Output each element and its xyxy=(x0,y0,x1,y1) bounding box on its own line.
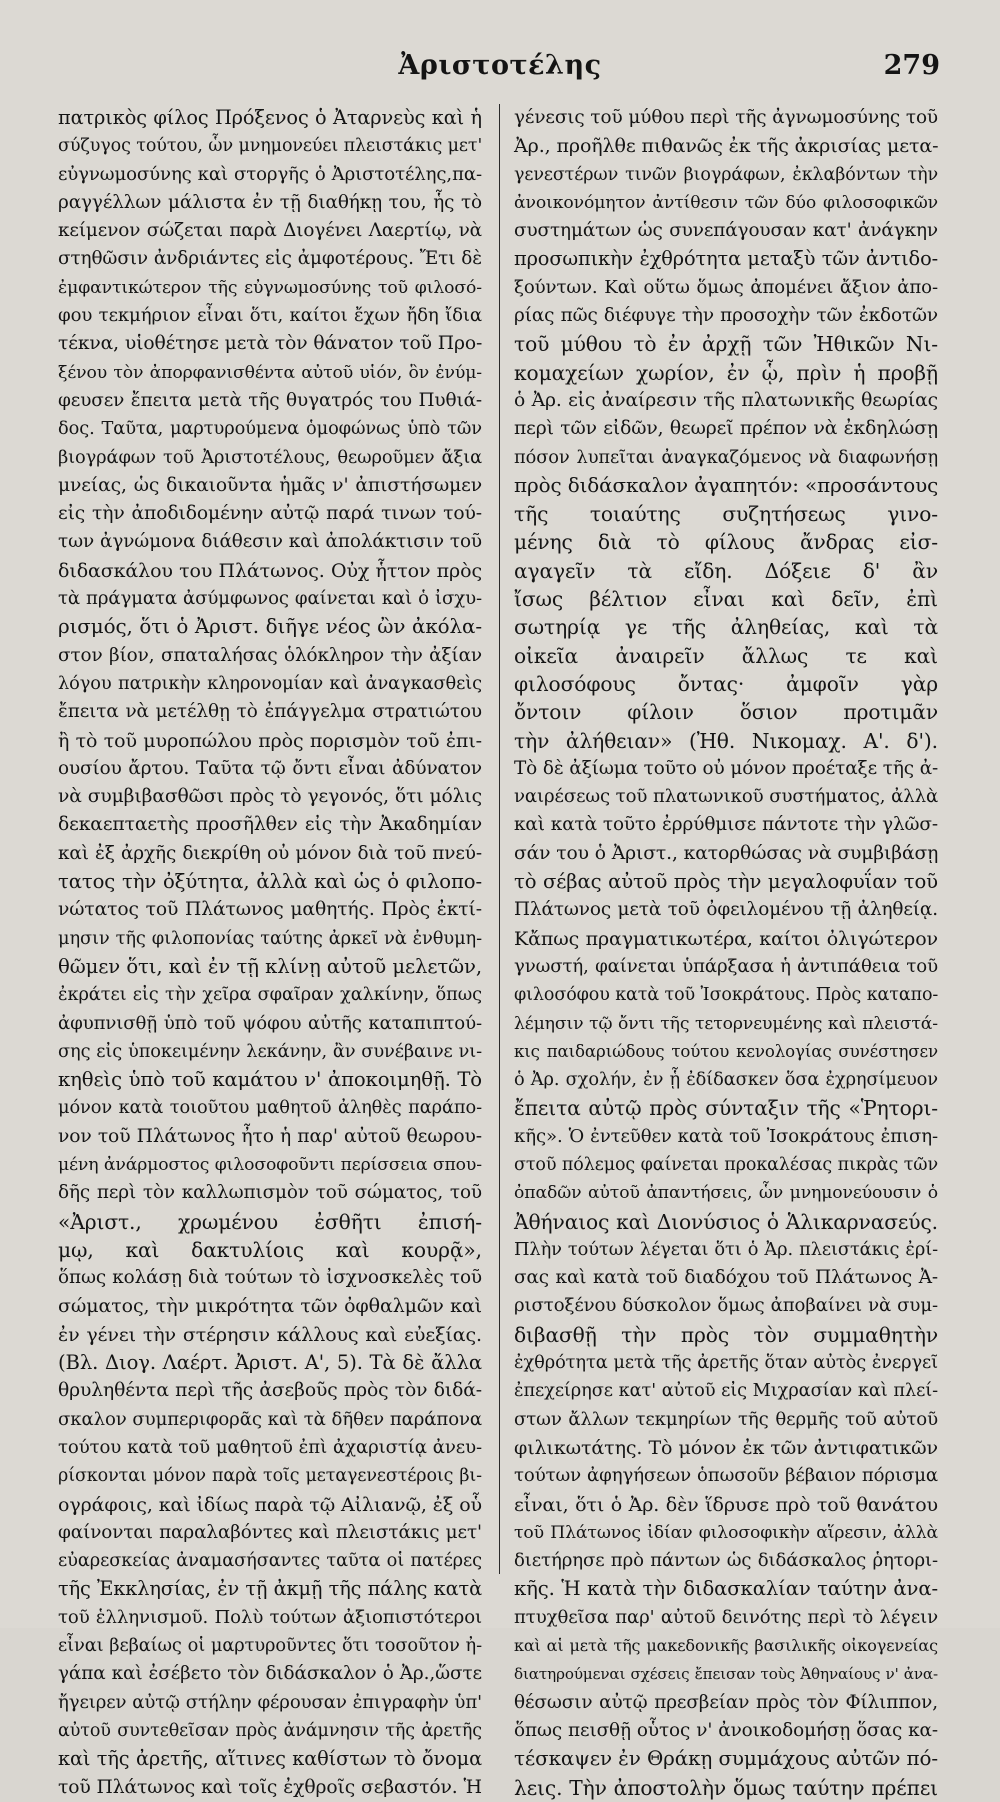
text-line: (Βλ. Διογ. Λαέρτ. Ἀριστ. Α', 5). Τὰ δὲ ἄλλα xyxy=(58,1351,482,1375)
text-line: Πλάτωνος μετὰ τοῦ ὀφειλομένου τῇ ἀληθείᾳ. xyxy=(514,899,938,921)
text-line: κείμενον σώζεται παρὰ Διογένει Λαερτίῳ, νὰ xyxy=(58,220,482,242)
text-line: λέμησιν τῷ ὄντι τῆς τετορνευμένης καὶ πλειστά- xyxy=(514,1013,938,1034)
text-line: νώτατος τοῦ Πλάτωνος μαθητής. Πρὸς ἐκτί- xyxy=(58,899,482,921)
text-columns xyxy=(58,104,939,1800)
text-line: ρίσκονται μόνον παρὰ τοῖς μεταγενεστέροις βι- xyxy=(58,1466,482,1487)
text-line: ἀνοικονόμητον ἀντίθεσιν τῶν δύο φιλοσοφικῶν xyxy=(514,192,938,213)
text-line: λεις. Τὴν ἀποστολὴν ὅμως ταύτην πρέπει xyxy=(514,1775,938,1800)
text-line: ογράφοις, καὶ ἰδίως παρὰ τῷ Αἰλιανῷ, ἐξ οὗ xyxy=(58,1493,482,1516)
text-line: φαίνονται παραλαβόντες καὶ πλειστάκις μετ' xyxy=(58,1521,482,1543)
page-number: 279 xyxy=(883,50,940,81)
text-line: ἐκράτει εἰς τὴν χεῖρα σφαῖραν χαλκίνην, ὅπως xyxy=(58,984,482,1006)
text-line: στων ἄλλων τεκμηρίων τῆς θερμῆς τοῦ αὐτοῦ xyxy=(514,1408,938,1430)
text-line: φιλοσόφους ὄντας· ἀμφοῖν γὰρ xyxy=(514,671,938,696)
text-line: ἔπειτα νὰ μετέλθῃ τὸ ἐπάγγελμα στρατιώτου xyxy=(58,701,482,723)
running-title: Ἀριστοτέλης xyxy=(398,50,602,81)
text-line: στηθῶσιν ἀνδριάντες εἰς ἀμφοτέρους. Ἔτι δὲ xyxy=(58,248,482,270)
text-line: διετήρησε πρὸ πάντων ὡς διδάσκαλος ῥητορι- xyxy=(514,1550,938,1572)
text-line: τοῦ Πλάτωνος ἰδίαν φιλοσοφικὴν αἵρεσιν, ἀλλὰ xyxy=(514,1522,938,1543)
text-line: ἐμφαντικώτερον τῆς εὐγνωμοσύνης τοῦ φιλοσό- xyxy=(58,277,482,298)
text-line: μνείας, ὡς δικαιοῦντα ἡμᾶς ν' ἀπιστήσωμεν xyxy=(58,474,482,496)
text-line: κῆς». Ὁ ἐντεῦθεν κατὰ τοῦ Ἰσοκράτους ἐπιση- xyxy=(514,1125,938,1147)
text-line: εἶναι βεβαίως οἱ μαρτυροῦντες ὅτι τοσοῦτον ἠ- xyxy=(58,1635,482,1657)
text-line: τοῦ Πλάτωνος καὶ τοῖς ἐχθροῖς σεβαστόν. Ἡ xyxy=(58,1776,482,1798)
text-line: Κἄπως πραγματικωτέρα, καίτοι ὀλιγώτερον xyxy=(514,927,938,950)
text-line: ὅπως πεισθῇ οὗτος ν' ἀνοικοδομήσῃ ὅσας κα- xyxy=(514,1719,938,1741)
text-line: εἶναι, ὅτι ὁ Ἀρ. δὲν ἵδρυσε πρὸ τοῦ θανάτου xyxy=(514,1493,938,1516)
text-line: σώματος, τὴν μικρότητα τῶν ὀφθαλμῶν καὶ xyxy=(58,1295,482,1318)
text-line: στοῦ πόλεμος φαίνεται προκαλέσας πικρὰς τῶν xyxy=(514,1154,938,1175)
text-line: μῳ, καὶ δακτυλίοις καὶ κουρᾷ», xyxy=(58,1237,482,1262)
text-line: τούτων ἀφηγήσεων ὁπωσοῦν βέβαιον πόρισμα xyxy=(514,1465,938,1487)
text-line: εὐαρεσκείας ἀναμασήσαντες ταῦτα οἱ πατέρες xyxy=(58,1550,482,1572)
text-line: ρισμός, ὅτι ὁ Ἀριστ. διῆγε νέος ὢν ἀκόλα- xyxy=(58,615,482,639)
text-line: τούτου κατὰ τοῦ μαθητοῦ ἐπὶ ἀχαριστίᾳ ἀνευ- xyxy=(58,1436,482,1458)
text-line: διατηρούμεναι σχέσεις ἔπεισαν τοὺς Ἀθηναίους ν' ἀνα- xyxy=(514,1665,938,1684)
text-line: φιλοσόφου κατὰ τοῦ Ἰσοκράτους. Πρὸς καταπο- xyxy=(514,985,939,1006)
text-line: ναιρέσεως τοῦ πλατωνικοῦ συστήματος, ἀλλὰ xyxy=(514,786,939,808)
text-line: τὸ σέβας αὐτοῦ πρὸς τὴν μεγαλοφυΐαν τοῦ xyxy=(514,870,938,894)
text-line: τὰ πράγματα ἀσύμφωνος φαίνεται καὶ ὁ ἰσχυ- xyxy=(58,588,482,610)
text-line: ουσίου ἄρτου. Ταῦτα τῷ ὄντι εἶναι ἀδύνατον xyxy=(58,757,482,779)
text-line: δῆς περὶ τὸν καλλωπισμὸν τοῦ σώματος, τοῦ xyxy=(58,1182,482,1204)
text-line: σης εἰς ὑποκειμένην λεκάνην, ἂν συνέβαινε νι- xyxy=(58,1040,482,1062)
text-line: ὁ Ἀρ. εἰς ἀναίρεσιν τῆς πλατωνικῆς θεωρίας xyxy=(514,389,938,411)
text-line: προσωπικὴν ἐχθρότητα μεταξὺ τῶν ἀντιδο- xyxy=(514,247,938,271)
text-line: εἰς τὴν ἀποδιδομένην αὐτῷ παρά τινων τού- xyxy=(58,503,482,525)
text-line: διβασθῇ τὴν πρὸς τὸν συμμαθητὴν xyxy=(514,1322,938,1347)
text-line: δος. Ταῦτα, μαρτυρούμενα ὁμοφώνως ὑπὸ τῶν xyxy=(58,418,482,440)
text-line: πατρικὸς φίλος Πρόξενος ὁ Ἀταρνεὺς καὶ ἡ xyxy=(58,106,482,129)
left-column xyxy=(58,104,483,1798)
text-line: μένη ἀνάρμοστος φιλοσοφοῦντι περίσσεια σπου- xyxy=(58,1154,482,1175)
text-line: ραγγέλλων μάλιστα ἐν τῇ διαθήκῃ του, ἧς τὸ xyxy=(58,191,482,213)
text-line: ριστοξένου δύσκολον ὅμως ἀποβαίνει νὰ συμ- xyxy=(514,1295,938,1317)
text-line: τὴν ἀλήθειαν» (Ἠθ. Νικομαχ. Α'. δ'). xyxy=(514,728,938,753)
text-line: Ἀθήναιος καὶ Διονύσιος ὁ Ἁλικαρνασεύς. xyxy=(514,1209,938,1234)
text-line: πόσον λυπεῖται ἀναγκαζόμενος νὰ διαφωνήσῃ xyxy=(514,446,938,468)
text-line: γενεστέρων τινῶν βιογράφων, ἐκλαβόντων τὴν xyxy=(514,164,938,185)
text-line: ἐπεχείρησε κατ' αὐτοῦ εἰς Μιχρασίαν καὶ πλεί- xyxy=(514,1380,938,1402)
text-line: ξούντων. Καὶ οὕτω ὅμως ἀπομένει ἄξιον ἀπο- xyxy=(514,276,938,298)
text-line: ὁ Ἀρ. σχολήν, ἐν ᾗ ἐδίδασκεν ὅσα ἐχρησίμευον xyxy=(514,1069,938,1091)
text-line: ἤγειρεν αὐτῷ στήλην φέρουσαν ἐπιγραφὴν ὑπ' xyxy=(58,1691,482,1713)
text-line: Πλὴν τούτων λέγεται ὅτι ὁ Ἀρ. πλειστάκις ἐρί- xyxy=(514,1238,938,1260)
right-column xyxy=(514,104,939,1800)
text-line: λόγου πατρικὴν κληρονομίαν καὶ ἀναγκασθεὶς xyxy=(58,672,482,694)
text-line: τέσκαψεν ἐν Θράκῃ συμμάχους αὐτῶν πό- xyxy=(514,1747,939,1771)
text-line: ἐν γένει τὴν στέρησιν κάλλους καὶ εὐεξίας. xyxy=(58,1323,482,1346)
text-line: τατος τὴν ὀξύτητα, ἀλλὰ καὶ ὡς ὁ φιλοπο- xyxy=(58,870,482,894)
text-line: γάπα καὶ ἐσέβετο τὸν διδάσκαλον ὁ Ἀρ.,ὥστε xyxy=(58,1663,482,1685)
text-line: θρυληθέντα περὶ τῆς ἀσεβοῦς πρὸς τὸν διδά- xyxy=(58,1380,482,1402)
text-line: ἢ τὸ τοῦ μυροπώλου πρὸς πορισμὸν τοῦ ἐπι- xyxy=(58,729,482,752)
text-line: κῆς. Ἡ κατὰ τὴν διδασκαλίαν ταύτην ἀνα- xyxy=(514,1577,938,1601)
text-line: ρίας πῶς διέφυγε τὴν προσοχὴν τῶν ἐκδοτῶν xyxy=(514,305,938,327)
text-line: διδασκάλου του Πλάτωνος. Οὐχ ἧττον πρὸς xyxy=(58,559,482,582)
text-line: θῶμεν ὅτι, καὶ ἐν τῇ κλίνῃ αὐτοῦ μελετῶν, xyxy=(58,954,482,978)
text-line: μόνον κατὰ τοιοῦτου μαθητοῦ ἀληθὲς παράπο- xyxy=(58,1097,482,1119)
text-line: τῆς Ἐκκλησίας, ἐν τῇ ἀκμῇ τῆς πάλης κατὰ xyxy=(58,1577,482,1601)
text-line: σκαλον συμπεριφορᾶς καὶ τὰ δῆθεν παράπονα xyxy=(58,1408,482,1430)
text-line: βιογράφων τοῦ Ἀριστοτέλους, θεωροῦμεν ἄξια xyxy=(58,446,482,468)
text-line: νον τοῦ Πλάτωνος ἦτο ἡ παρ' αὐτοῦ θεωρου- xyxy=(58,1125,482,1147)
text-line: φου τεκμήριον εἶναι ὅτι, καίτοι ἔχων ἤδη ἴδια xyxy=(58,305,482,327)
text-line: καὶ ἐξ ἀρχῆς διεκρίθη οὐ μόνον διὰ τοῦ πνεύ- xyxy=(58,842,482,864)
text-line: σας καὶ κατὰ τοῦ διαδόχου τοῦ Πλάτωνος Ἀ- xyxy=(514,1267,938,1289)
text-line: ξένου τὸν ἀπορφανισθέντα αὐτοῦ υἱόν, ὃν ἐνύμ- xyxy=(58,362,482,383)
text-line: κομαχείων χωρίον, ἐν ᾧ, πρὶν ἡ προβῇ xyxy=(514,360,938,385)
text-line: συστημάτων ὡς συνεπάγουσαν κατ' ἀνάγκην xyxy=(514,220,938,242)
text-line: γνωστή, φαίνεται ὑπάρξασα ἡ ἀντιπάθεια τοῦ xyxy=(514,955,938,977)
text-line: μένης διὰ τὸ φίλους ἄνδρας εἰσ- xyxy=(514,530,938,555)
text-line: αὐτοῦ συντεθεῖσαν πρὸς ἀνάμνησιν τῆς ἀρετῆς xyxy=(58,1720,482,1741)
text-line: αγαγεῖν τὰ εἴδη. Δόξειε δ' ἂν xyxy=(514,558,938,583)
text-line: νὰ συμβιβασθῶσι πρὸς τὸ γεγονός, ὅτι μόλις xyxy=(58,786,482,808)
text-line: ὅπως κολάσῃ διὰ τούτων τὸ ἰσχνοσκελὲς τοῦ xyxy=(58,1267,482,1289)
text-line: θέσωσιν αὐτῷ πρεσβείαν πρὸς τὸν Φίλιππον, xyxy=(514,1691,938,1713)
text-line: φιλικωτάτης. Τὸ μόνον ἐκ τῶν ἀντιφατικῶν xyxy=(514,1436,938,1459)
text-line: γένεσις τοῦ μύθου περὶ τῆς ἀγνωμοσύνης τοῦ xyxy=(514,107,938,128)
text-line: «Ἀριστ., χρωμένου ἐσθῆτι ἐπισή- xyxy=(58,1209,482,1234)
text-line: δεκαεπταετὴς προσῆλθεν εἰς τὴν Ἀκαδημίαν xyxy=(58,814,482,836)
text-line: σωτηρίᾳ γε τῆς ἀληθείας, καὶ τὰ xyxy=(514,615,938,640)
text-line: ἴσως βέλτιον εἶναι καὶ δεῖν, ἐπὶ xyxy=(514,587,938,612)
text-line: Τὸ δὲ ἀξίωμα τοῦτο οὐ μόνον προέταξε τῆς ἀ- xyxy=(514,757,939,779)
text-line: ὀπαδῶν αὐτοῦ ἀπαντήσεις, ὧν μνημονεύουσιν ὁ xyxy=(514,1183,938,1204)
text-line: τέκνα, υἱοθέτησε μετὰ τὸν θάνατον τοῦ Προ- xyxy=(58,333,483,355)
text-line: τοῦ ἑλληνισμοῦ. Πολὺ τούτων ἀξιοπιστότεροι xyxy=(58,1606,482,1628)
text-line: τῆς τοιαύτης συζητήσεως γινο- xyxy=(514,502,938,527)
text-line: μησιν τῆς φιλοπονίας ταύτης ἀρκεῖ νὰ ἐνθυμη- xyxy=(58,927,482,949)
text-line: ὄντοιν φίλοιν ὅσιον προτιμᾶν xyxy=(514,700,938,725)
text-line: καὶ τῆς ἀρετῆς, αἵτινες καθίστων τὸ ὄνομα xyxy=(58,1747,482,1771)
text-line: τοῦ μύθου τὸ ἐν ἀρχῇ τῶν Ἠθικῶν Νι- xyxy=(514,332,938,357)
text-line: κηθεὶς ὑπὸ τοῦ καμάτου ν' ἀποκοιμηθῇ. Τὸ xyxy=(58,1068,482,1092)
text-line: πτυχθεῖσα παρ' αὐτοῦ δεινότης περὶ τὸ λέγειν xyxy=(514,1606,938,1628)
text-line: ἐχθρότητα μετὰ τῆς ἀρετῆς ὅταν αὐτὸς ἐνεργεῖ xyxy=(514,1352,938,1374)
text-line: ἔπειτα αὐτῷ πρὸς σύνταξιν τῆς «Ῥητορι- xyxy=(514,1096,938,1121)
text-line: φευσεν ἔπειτα μετὰ τῆς θυγατρός του Πυθιά- xyxy=(58,389,482,411)
text-line: εὐγνωμοσύνης καὶ στοργῆς ὁ Ἀριστοτέλης,πα- xyxy=(58,163,482,185)
text-line: ἀφυπνισθῇ ὑπὸ τοῦ ψόφου αὐτῆς καταπιπτού- xyxy=(58,1012,482,1034)
text-line: οἰκεῖα ἀναιρεῖν ἄλλως τε καὶ xyxy=(514,643,938,668)
text-line: σύζυγος τούτου, ὧν μνημονεύει πλειστάκις μετ' xyxy=(58,136,483,157)
text-line: πρὸς διδάσκαλον ἀγαπητόν: «προσάντους xyxy=(514,473,939,497)
text-line: κις παιδαριώδους τούτου κενολογίας συνέστησεν xyxy=(514,1041,938,1061)
text-line: σάν του ὁ Ἀριστ., κατορθώσας νὰ συμβιβάσῃ xyxy=(514,842,939,864)
text-line: καὶ κατὰ τοῦτο ἐρρύθμισε πάντοτε τὴν γλῶσ- xyxy=(514,814,938,836)
text-line: των ἀγνώμονα διάθεσιν καὶ ἀπολάκτισιν τοῦ xyxy=(58,531,482,553)
page-header xyxy=(60,50,940,90)
column-divider xyxy=(499,104,500,1574)
text-line: Ἀρ., προῆλθε πιθανῶς ἐκ τῆς ἀκρισίας μετα- xyxy=(514,135,939,158)
text-line: στον βίον, σπαταλήσας ὁλόκληρον τὴν ἀξίαν xyxy=(58,644,482,666)
text-line: καὶ αἱ μετὰ τῆς μακεδονικῆς βασιλικῆς οἰκογενείας xyxy=(514,1636,938,1656)
text-line: περὶ τῶν εἰδῶν, θεωρεῖ πρέπον νὰ ἐκδηλώσῃ xyxy=(514,418,938,440)
